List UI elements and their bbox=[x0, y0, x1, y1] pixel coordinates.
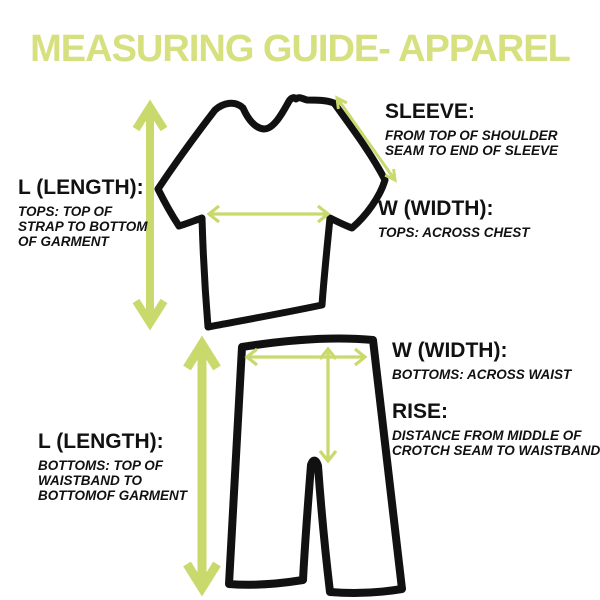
width-tops-label bbox=[378, 197, 530, 240]
width-tops-heading: W (WIDTH): bbox=[378, 197, 494, 220]
sleeve-heading: SLEEVE: bbox=[385, 100, 475, 123]
length-bottoms-heading: L (LENGTH): bbox=[38, 430, 164, 453]
rise-desc: DISTANCE FROM MIDDLE OF CROTCH SEAM TO WAISTBAND bbox=[392, 428, 600, 459]
rise-label bbox=[392, 400, 600, 458]
length-bottoms-desc: BOTTOMS: TOP OF WAISTBAND TO BOTTOMOF GARMENT bbox=[38, 458, 187, 504]
width-tops-desc: TOPS: ACROSS CHEST bbox=[378, 225, 530, 241]
width-bottoms-heading: W (WIDTH): bbox=[392, 339, 508, 362]
rise-heading: RISE: bbox=[392, 400, 449, 423]
shorts-length-arrow bbox=[187, 344, 217, 588]
width-bottoms-label bbox=[392, 339, 571, 382]
sleeve-label bbox=[385, 100, 558, 158]
length-tops-desc: TOPS: TOP OF STRAP TO BOTTOM OF GARMENT bbox=[18, 204, 148, 250]
length-bottoms-label bbox=[38, 430, 187, 503]
length-tops-label bbox=[18, 176, 148, 249]
page-title: MEASURING GUIDE- APPAREL bbox=[30, 28, 570, 70]
width-bottoms-desc: BOTTOMS: ACROSS WAIST bbox=[392, 367, 572, 383]
shorts-drawing bbox=[229, 338, 402, 593]
length-tops-heading: L (LENGTH): bbox=[18, 176, 144, 199]
sleeve-desc: FROM TOP OF SHOULDER SEAM TO END OF SLEEVE bbox=[385, 128, 559, 159]
tshirt-drawing bbox=[158, 98, 385, 327]
